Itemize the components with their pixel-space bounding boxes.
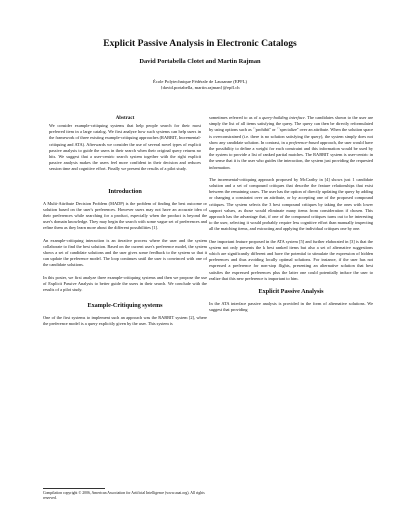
emphasis-text: query-building interface bbox=[262, 115, 305, 120]
abstract-heading: Abstract bbox=[115, 116, 135, 121]
author-emails: {david.portabella, martin.rajman}@epfl.ch bbox=[160, 85, 240, 90]
section-heading-example-critiquing: Example-Critiquing systems bbox=[87, 302, 163, 310]
right-column bbox=[209, 115, 373, 319]
paper-title: Explicit Passive Analysis in Electronic Catalogs bbox=[103, 38, 297, 49]
footnote-divider bbox=[43, 488, 105, 489]
ecs-paragraph-1: One of the first systems to implement such an approach was the RABBIT system [2], where the preference model is a query explicitly given by the user. This system is bbox=[43, 315, 207, 327]
copyright-footnote: Compilation copyright © 2006, American Association for Artificial Intelligence (www.aaai.org). All rights reserved. bbox=[43, 491, 205, 500]
ecs-paragraph-1-continued bbox=[209, 115, 373, 171]
text-run: . The candidates shown to the user are simply the list of all items satisfying the query. The query can then be directly reformulated by using options such as ``prohibit'' or ``specialize'' over an attribute. When the solution space is overconstrained (i.e. there is no solution satisfying the query), the system simply does not show any candidate solution. In contrast, in a bbox=[209, 115, 374, 145]
left-column bbox=[43, 115, 207, 334]
emphasis-text: preference-based bbox=[288, 139, 319, 145]
intro-paragraph-3: In this poster, we first analyze three example-critiquing systems and then we propose the use of Explicit Passive Analysis to better guide the users in their search. We conclude with the results of a pilot study. bbox=[43, 274, 207, 293]
section-heading-introduction: Introduction bbox=[108, 187, 142, 195]
abstract-text: We consider example-critiquing systems that help people search for their most preferred item in a large catalog. We first analyze how such systems can help users in the framework of three existing example-critiquing approaches (RABBIT, Incremental-critiquing and ATA). Afterwards we consider the use of several novel types of explicit passive analysis to guide the users in their search when their original query returns no hits. We suggest that a user-centric search system together with the right explicit passive analysis makes the users feel more confident in their decision and reduces session time and cognitive effort. Finally we present the results of a pilot study. bbox=[49, 123, 202, 172]
intro-paragraph-2: An example-critiquing interaction is an iterative process where the user and the system collaborate to find the best solution. Based on the current user's preference model, the system shows a set of candidate solutions and the user gives some feedback to the system so that it can update the preference model. The loop continues until the user is convinced with one of the candidate solutions. bbox=[43, 237, 207, 268]
text-run: approach, the user would have the possibility to define a weight for each constraint and this information would be used by the system to provide a list of ranked partial matches. The RABBIT system is user-centric in the sense that it is the user who guides the interaction, the system just providing the requested information. bbox=[209, 139, 373, 170]
intro-paragraph-1: A Multi-Attribute Decision Problem (MADP) is the problem of finding the best outcome or solution based on the user's preferences. However users may not have an accurate idea of their preferences while searching for a product, especially when the product is beyond the user's domain knowledge. They may begin the search with some vague set of preferences and refine them as they learn more about the different possibilities [1]. bbox=[43, 200, 207, 231]
text-run: sometimes referred to as of a bbox=[209, 115, 263, 120]
affiliation: École Polytechnique Fédérale de Lausanne (EPFL) bbox=[152, 79, 247, 84]
author-list: David Portabella Clotet and Martin Rajman bbox=[139, 58, 261, 65]
section-heading-explicit-passive-analysis: Explicit Passive Analysis bbox=[258, 288, 324, 296]
affiliation-block bbox=[20, 79, 380, 91]
ecs-paragraph-2: The incremental-critiquing approach proposed by McCarthy in [4] shows just 1 candidate solution and a set of compound critiques that describe the feature relationships that exist between the remaining cases. The user has the option of directly updating the query by adding or changing a constraint over an attribute, or by accepting one of the proposed compound critiques. The system selects the 3 best compound critiques by taking the ones with lower support values, as those would eliminate many items from consideration if chosen. This approach has the advantage that, if one of the compound critiques turns out to be interesting to the user, selecting it would probably require less cognitive effort than manually inspecting all the matching items, and extracting and applying the individual critiques one by one. bbox=[209, 176, 373, 232]
epa-paragraph-1: In the ATA interface passive analysis is provided in the form of alternative solutions. We suggest that providing bbox=[209, 301, 373, 313]
ecs-paragraph-3: One important feature proposed in the ATA system [5] and further elaborated in [3] is that the system not only presents the k best ranked items but also a set of alternative suggestions which are significantly different and have the potential to stimulate the expression of hidden preferences and thus avoiding locally optimal solutions. For instance, if the user has not expressed a preference for non-stop flights, presenting an alternative solution that best satisfies the expressed preferences plus the latter one could potentially induce the user to realize that this new preference is important to him. bbox=[209, 238, 373, 281]
